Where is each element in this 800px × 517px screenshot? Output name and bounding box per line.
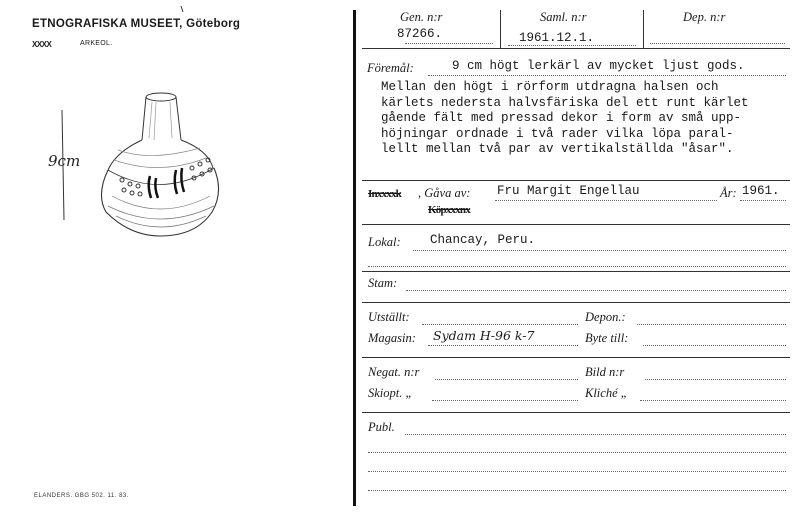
section-rule [362, 180, 790, 181]
struck-kopt: Köpxxxnx [428, 204, 470, 216]
vessel-sketch [0, 0, 350, 300]
description-line: höjningar ordnade i två rader vilka löpa paral- [381, 126, 734, 141]
description-line: gående fält med pressad dekor i form av små upp- [381, 111, 742, 125]
depon-label: Depon.: [585, 310, 626, 324]
section-rule [362, 412, 790, 413]
year-value: 1961. [742, 184, 780, 198]
kliche-label: Kliché „ [585, 386, 628, 400]
negat-nr-label: Negat. n:r [368, 365, 420, 379]
magasin-label: Magasin: [368, 331, 416, 345]
object-description [381, 80, 781, 158]
department: ARKEOL. [80, 40, 113, 47]
section-rule [362, 271, 790, 272]
section-rule [362, 357, 790, 358]
department-struck: XXXX [32, 40, 52, 49]
lokal-value: Chancay, Peru. [430, 233, 536, 247]
gava-av-label: , Gåva av: [418, 186, 471, 200]
dep-nr-label: Dep. n:r [683, 10, 726, 24]
foremal-label: Föremål: [367, 61, 414, 75]
stam-label: Stam: [368, 276, 398, 290]
bild-nr-label: Bild n:r [585, 365, 625, 379]
card-divider [353, 10, 356, 506]
magasin-value: Sydam H-96 k-7 [433, 328, 535, 343]
section-rule [362, 302, 790, 303]
description-line: kärlets nedersta halvsfäriska del ett runt kärlet [381, 95, 749, 110]
publ-label: Publ. [368, 420, 395, 434]
saml-nr-label: Saml. n:r [540, 10, 587, 24]
utstallt-label: Utställt: [368, 310, 410, 324]
header-divider [643, 10, 644, 48]
description-line: Mellan den högt i rörform utdragna halsen och [381, 80, 719, 94]
year-label: År: [720, 186, 737, 200]
printer-mark: ELANDERS. GBG 502. 11. 83. [34, 493, 129, 499]
donor-name: Fru Margit Engellau [497, 184, 640, 198]
gen-nr-value: 87266. [397, 27, 443, 41]
description-line: lellt mellan två par av vertikalställda "åsar". [381, 142, 734, 156]
foremal-first-line: 9 cm högt lerkärl av mycket ljust gods. [452, 59, 745, 73]
skiopt-label: Skiopt. „ [368, 386, 413, 400]
gen-nr-label: Gen. n:r [400, 10, 443, 24]
byte-till-label: Byte till: [585, 331, 629, 345]
saml-nr-value: 1961.12.1. [519, 31, 595, 45]
lokal-label: Lokal: [368, 235, 401, 249]
section-rule [362, 224, 790, 225]
header-divider [500, 10, 501, 48]
size-note: 9cm [48, 152, 81, 170]
struck-inkopt: Inxxxxk [368, 188, 401, 200]
section-rule [362, 48, 790, 49]
museum-name: ETNOGRAFISKA MUSEET, Göteborg [32, 18, 241, 30]
